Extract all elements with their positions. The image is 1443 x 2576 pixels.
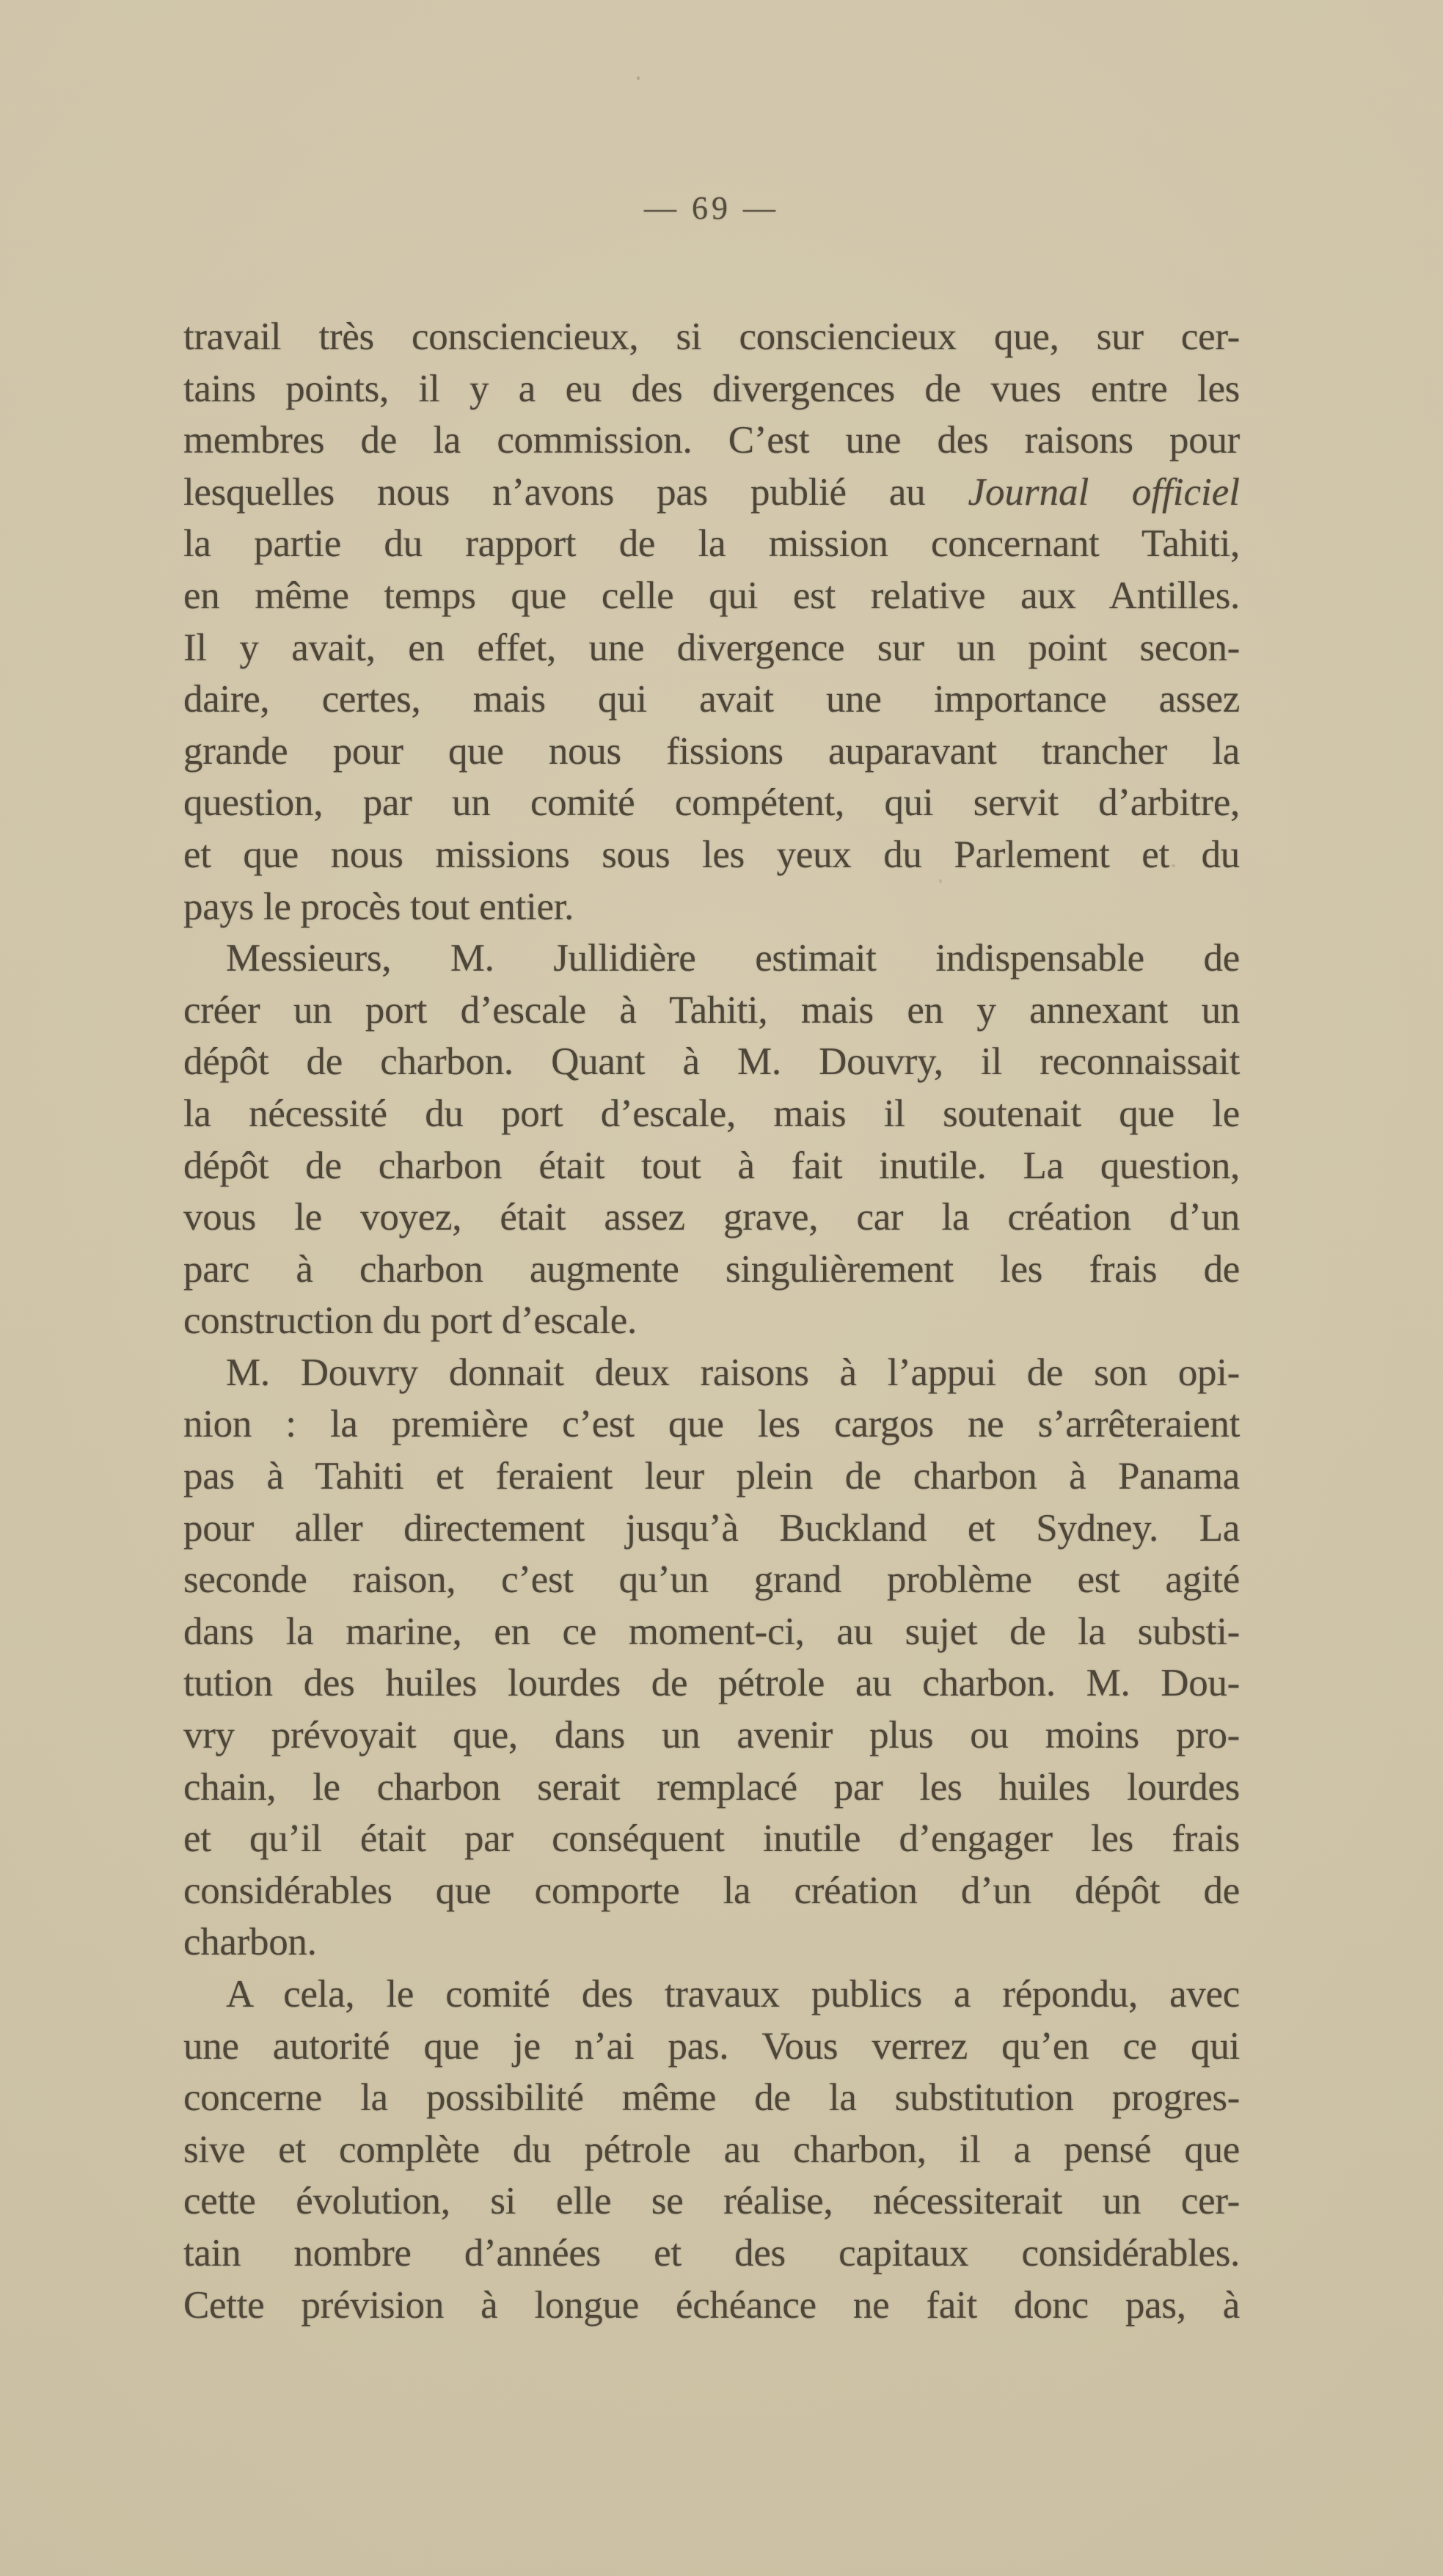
text-line: grande pour que nous fissions auparavant trancher la xyxy=(183,729,1240,773)
text-line: charbon. xyxy=(183,1921,317,1964)
text-line: dépôt de charbon. Quant à M. Douvry, il reconnaissait xyxy=(183,1040,1240,1084)
text-line: pays le procès tout entier. xyxy=(183,885,574,928)
text-line: daire, certes, mais qui avait une importance assez xyxy=(183,678,1240,721)
text-line: et qu’il était par conséquent inutile d’engager les frais xyxy=(183,1817,1240,1861)
text-line: A cela, le comité des travaux publics a répondu, avec xyxy=(226,1973,1240,2015)
text-line: lesquelles nous n’avons pas publié au Journal officiel xyxy=(183,470,1240,514)
text-line: membres de la commission. C’est une des raisons pour xyxy=(183,419,1240,462)
text-line: en même temps que celle qui est relative aux Antilles. xyxy=(183,574,1240,617)
text-line: tution des huiles lourdes de pétrole au charbon. M. Dou- xyxy=(183,1662,1240,1705)
text-line: tain nombre d’années et des capitaux considérables. xyxy=(183,2231,1240,2274)
text-line: pour aller directement jusqu’à Buckland et Sydney. La xyxy=(183,1506,1240,1550)
text-line: nion : la première c’est que les cargos ne s’arrêteraient xyxy=(183,1403,1240,1446)
text-line: dans la marine, en ce moment-ci, au sujet de la substi- xyxy=(183,1610,1240,1653)
text-line: sive et complète du pétrole au charbon, il a pensé que xyxy=(183,2128,1240,2171)
text-line: la nécessité du port d’escale, mais il soutenait que le xyxy=(183,1092,1240,1135)
text-line: construction du port d’escale. xyxy=(183,1299,637,1343)
text-line: seconde raison, c’est qu’un grand problème est agité xyxy=(183,1558,1240,1602)
text-line: une autorité que je n’ai pas. Vous verrez qu’en ce qui xyxy=(183,2024,1240,2068)
text-line: vous le voyez, était assez grave, car la création d’un xyxy=(183,1196,1240,1239)
text-line: créer un port d’escale à Tahiti, mais en y annexant un xyxy=(183,988,1240,1032)
text-line: et que nous missions sous les yeux du Parlement et du xyxy=(183,833,1240,876)
paper-speck xyxy=(1172,864,1175,867)
text-line: la partie du rapport de la mission concernant Tahiti, xyxy=(183,522,1240,566)
text-line: Messieurs, M. Jullidière estimait indispensable de xyxy=(226,937,1240,980)
text-line: travail très consciencieux, si consciencieux que, sur cer- xyxy=(183,315,1240,358)
text-line: dépôt de charbon était tout à fait inutile. La question, xyxy=(183,1144,1240,1187)
paper-speck xyxy=(939,879,942,883)
text-line: tains points, il y a eu des divergences de vues entre les xyxy=(183,367,1240,410)
paper-speck xyxy=(637,76,640,80)
text-line: question, par un comité compétent, qui servit d’arbitre, xyxy=(183,781,1240,825)
text-line: considérables que comporte la création d’un dépôt de xyxy=(183,1869,1240,1912)
text-block xyxy=(183,311,1240,2331)
text-line: chain, le charbon serait remplacé par les huiles lourdes xyxy=(183,1765,1240,1809)
text-line: parc à charbon augmente singulièrement les frais de xyxy=(183,1247,1240,1291)
text-line: pas à Tahiti et feraient leur plein de charbon à Panama xyxy=(183,1455,1240,1498)
text-line: Cette prévision à longue échéance ne fait donc pas, à xyxy=(183,2283,1240,2327)
text-line: M. Douvry donnait deux raisons à l’appui de son opi- xyxy=(226,1351,1240,1394)
page-number: — 69 — xyxy=(644,190,779,226)
text-line: Il y avait, en effet, une divergence sur un point secon- xyxy=(183,626,1240,669)
text-line: concerne la possibilité même de la substitution progres- xyxy=(183,2076,1240,2120)
text-line: cette évolution, si elle se réalise, nécessiterait un cer- xyxy=(183,2180,1240,2223)
text-line: vry prévoyait que, dans un avenir plus ou moins pro- xyxy=(183,1714,1240,1757)
